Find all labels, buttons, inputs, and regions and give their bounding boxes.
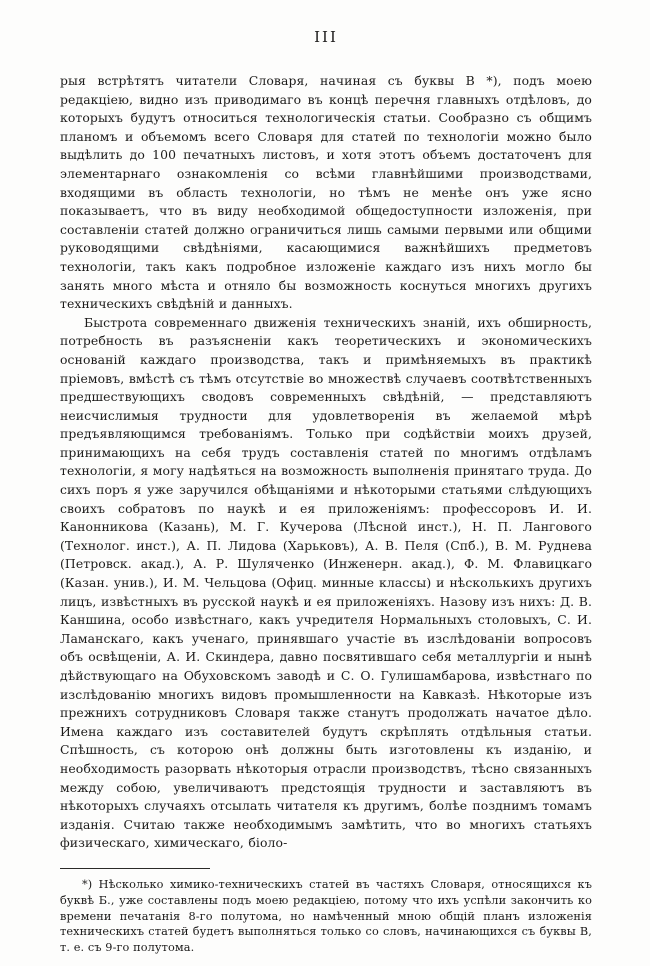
footnote: *) Нѣсколько химико-техническихъ статей въ частяхъ Словаря, относящихся къ буквѣ Б., уже составлены подъ моею редакціею, потому что ихъ успѣли закончить ко времени печатанія 8-го полутома, но намѣченный мною общій планъ изложенія техническихъ статей будетъ выполняться только со словъ, начинающихся съ буквы В, т. е. съ 9-го полутома. [60,877,592,955]
body-text [60,72,592,853]
page-number: III [314,28,338,46]
paragraph-continuation: рыя встрѣтятъ читатели Словаря, начиная съ буквы В *), подъ моею редакціею, видно изъ приводимаго въ концѣ перечня главныхъ отдѣловъ, до которыхъ будутъ относиться технологическія статьи. Сообразно съ общимъ планомъ и объемомъ всего Словаря для статей по технологіи можно было выдѣлить до 100 печатныхъ листовъ, и хотя этотъ объемъ достаточенъ для элементарнаго ознакомленія со всѣми главнѣйшими производствами, входящими въ область технологіи, но тѣмъ не менѣе онъ уже ясно показываетъ, что въ виду необходимой общедоступности изложенія, при составленіи статей должно ограничиться лишь самыми первыми или общими руководящими свѣдѣніями, касающимися важнѣйшихъ предметовъ технологіи, такъ какъ подробное изложеніе каждаго изъ нихъ могло бы занять много мѣста и отняло бы возможность коснуться многихъ другихъ техническихъ свѣдѣній и данныхъ. [60,73,592,312]
paragraph-main: Быстрота современнаго движенія техническихъ знаній, ихъ обширность, потребность въ разъясненіи какъ теоретическихъ и экономическихъ основаній каждаго производства, такъ и примѣняемыхъ въ практикѣ пріемовъ, вмѣстѣ съ тѣмъ отсутствіе во множествѣ случаевъ соотвѣтственныхъ предшествующихъ сводовъ современныхъ свѣдѣній, — представляютъ неисчислимыя трудности для удовлетворенія въ желаемой мѣрѣ предъявляющимся требованіямъ. Только при содѣйствіи моихъ друзей, принимающихъ на себя трудъ составленія статей по многимъ отдѣламъ технологіи, я могу надѣяться на возможность выполненія принятаго труда. До сихъ поръ я уже заручился обѣщаніями и нѣкоторыми статьями слѣдующихъ своихъ собратовъ по наукѣ и ея приложеніямъ: профессоровъ И. И. Канонникова (Казань), М. Г. Кучерова (Лѣсной инст.), Н. П. Лангового (Технолог. инст.), А. П. Лидова (Харьковъ), А. В. Пеля (Спб.), В. М. Руднева (Петровск. акад.), А. Р. Шуляченко (Инженерн. акад.), Ф. М. Флавицкаго (Казан. унив.), И. М. Чельцова (Офиц. минные классы) и нѣсколькихъ другихъ лицъ, извѣстныхъ въ русской наукѣ и ея приложеніяхъ. Назову изъ нихъ: Д. В. Каншина, особо извѣстнаго, какъ учредителя Нормальныхъ столовыхъ, С. И. Ламанскаго, какъ ученаго, принявшаго участіе въ изслѣдованіи вопросовъ объ освѣщеніи, А. И. Скиндера, давно посвятившаго себя металлургіи и нынѣ дѣйствующаго на Обуховскомъ заводѣ и С. О. Гулишамбарова, извѣстнаго по изслѣдованію многихъ видовъ промышленности на Кавказѣ. Нѣкоторые изъ прежнихъ сотрудниковъ Словаря также станутъ продолжать начатое дѣло. Имена каждаго изъ составителей будутъ скрѣплять отдѣльныя статьи. Спѣшность, съ которою онѣ должны быть изготовлены къ изданію, и необходимость разорвать нѣкоторыя отрасли производствъ, тѣсно связанныхъ между собою, увеличиваютъ предстоящія трудности и заставляютъ въ нѣкоторыхъ случаяхъ отсылать читателя къ другимъ, болѣе позднимъ томамъ изданія. Считаю также необходимымъ замѣтить, что во многихъ статьяхъ физическаго, химическаго, біоло- [60,314,592,851]
footnote-divider [60,868,210,869]
